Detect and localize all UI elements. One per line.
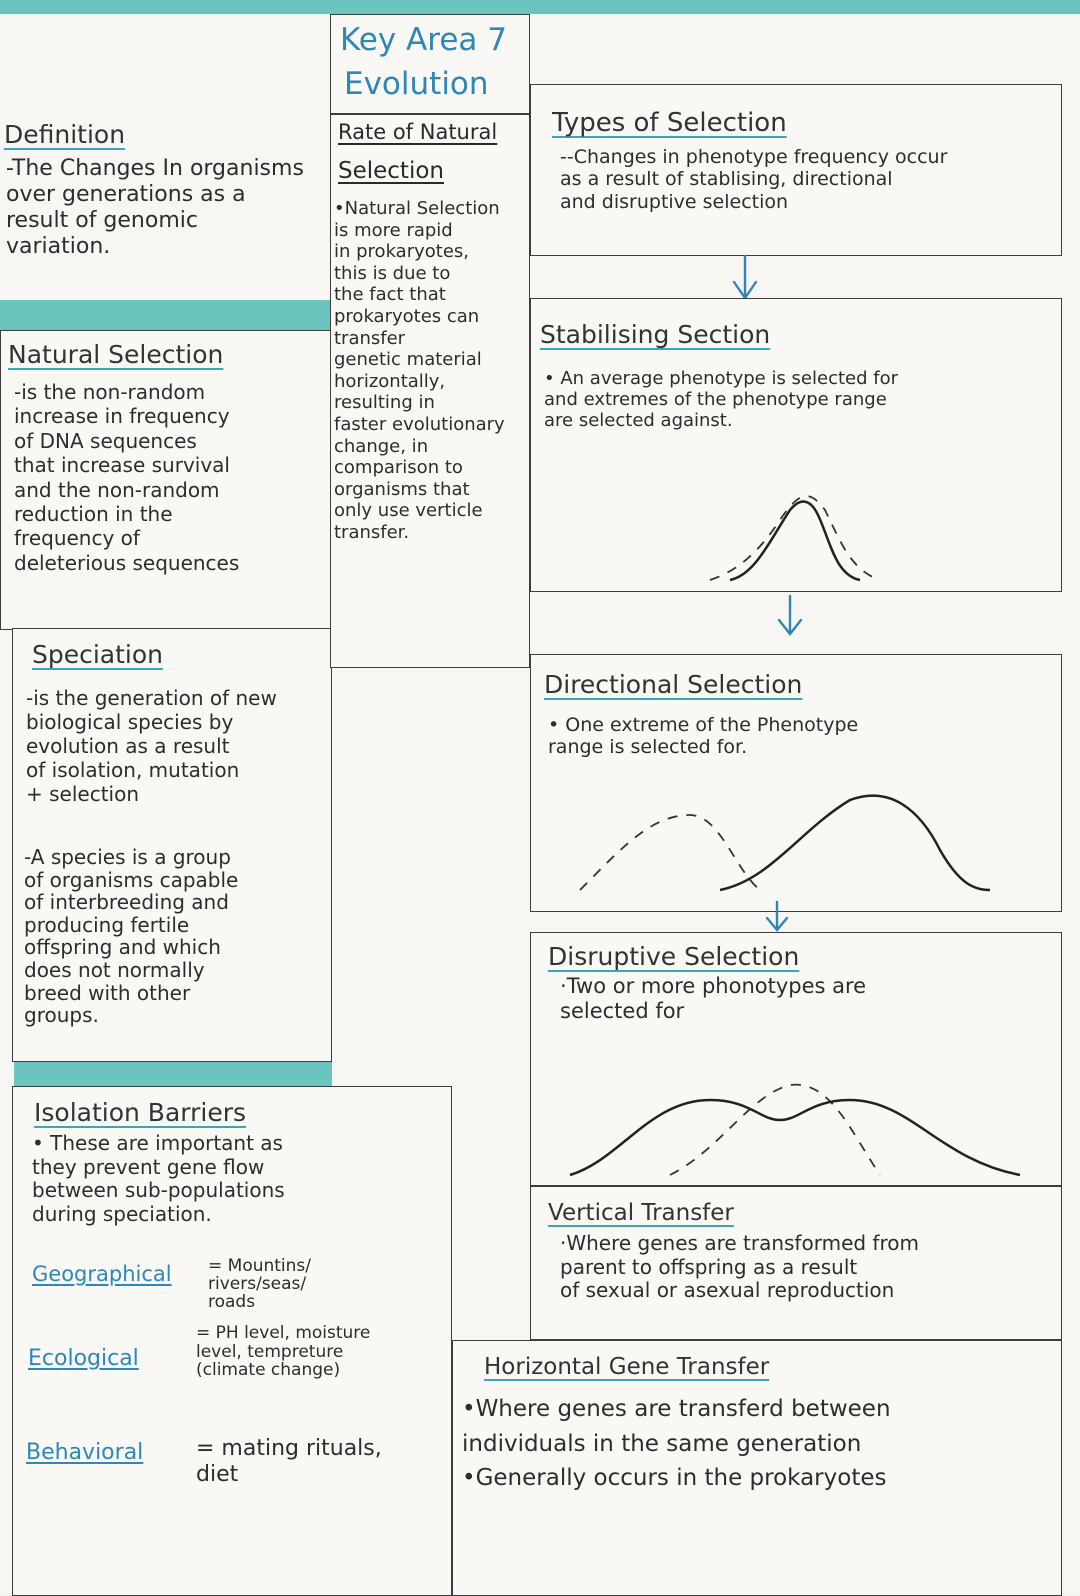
behavioral-label: Behavioral [26, 1440, 144, 1465]
definition-heading: Definition [4, 120, 126, 149]
arrow-icon [762, 900, 792, 936]
definition-text: -The Changes In organisms over generations as a result of genomic variation. [6, 156, 304, 259]
teal-divider-2 [14, 1062, 332, 1086]
horizontal-transfer-text: •Where genes are transferd between individuals in the same generation •Generally occurs in the prokaryotes [462, 1396, 891, 1491]
isolation-barriers-text: • These are important as they prevent gene flow between sub-populations during speciation. [32, 1131, 285, 1226]
top-teal-band [0, 0, 1080, 14]
disruptive-text: ·Two or more phonotypes are selected for [560, 974, 867, 1023]
geographical-label: Geographical [32, 1262, 172, 1286]
ecological-label: Ecological [28, 1346, 139, 1371]
stabilising-text: • An average phenotype is selected for and extremes of the phenotype range are selected against. [544, 368, 899, 432]
vertical-transfer-heading: Vertical Transfer [548, 1200, 734, 1226]
types-selection-text: --Changes in phenotype frequency occur as a result of stablising, directional and disruptive selection [560, 146, 948, 213]
speciation-text-1: -is the generation of new biological species by evolution as a result of isolation, mutation + selection [26, 686, 277, 806]
title-line-1: Key Area 7 [340, 22, 507, 58]
title-line-2: Evolution [344, 66, 489, 102]
speciation-text-2: -A species is a group of organisms capable of interbreeding and producing fertile offspring and which does not normally breed with other groups. [24, 845, 239, 1028]
isolation-barriers-heading: Isolation Barriers [34, 1098, 247, 1127]
directional-text: • One extreme of the Phenotype range is selected for. [548, 714, 859, 759]
rate-selection-heading-2: Selection [338, 158, 444, 184]
arrow-icon [730, 252, 760, 302]
disruptive-curve-graphic [560, 1080, 1030, 1180]
ecological-text: = PH level, moisture level, tempreture (climate change) [196, 1323, 371, 1381]
rate-selection-text: •Natural Selection is more rapid in prokaryotes, this is due to the fact that prokaryotes can transfer genetic material horizontally, resulting in faster evolutionary change, in comparison to organisms that only use verticle transfer. [334, 198, 505, 543]
behavioral-text: = mating rituals, diet [196, 1436, 382, 1487]
geographical-text: = Mountins/ rivers/seas/ roads [208, 1256, 312, 1312]
natural-selection-text: -is the non-random increase in frequency of DNA sequences that increase survival and the non-random reduction in the frequency of deleterious sequences [14, 380, 240, 575]
directional-curve-graphic [570, 790, 1010, 910]
types-selection-heading: Types of Selection [552, 108, 787, 138]
disruptive-heading: Disruptive Selection [548, 942, 800, 971]
directional-heading: Directional Selection [544, 670, 803, 699]
natural-selection-heading: Natural Selection [8, 340, 224, 369]
stabilising-curve-graphic [700, 480, 890, 590]
arrow-icon [775, 594, 805, 640]
vertical-transfer-text: ·Where genes are transformed from parent to offspring as a result of sexual or asexual reproduction [560, 1231, 919, 1303]
stabilising-heading: Stabilising Section [540, 320, 771, 349]
rate-selection-heading-1: Rate of Natural [338, 120, 498, 144]
speciation-heading: Speciation [32, 640, 164, 669]
horizontal-transfer-heading: Horizontal Gene Transfer [484, 1354, 770, 1380]
